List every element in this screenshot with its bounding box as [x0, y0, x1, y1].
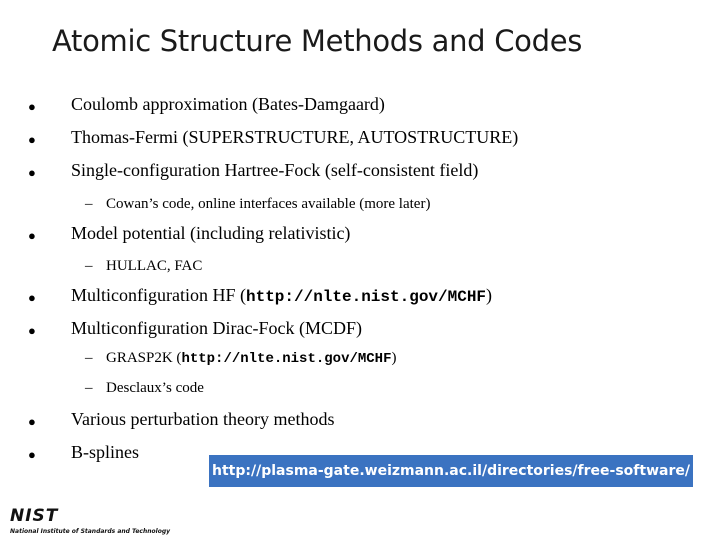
bullet-dot: ● — [28, 290, 36, 305]
url-text[interactable]: http://nlte.nist.gov/MCHF — [245, 288, 487, 306]
bullet-text-line — [71, 285, 492, 306]
dash-mark: – — [85, 258, 93, 274]
bullet-dot: ● — [28, 165, 36, 180]
sub-bullet-text: HULLAC, FAC — [106, 258, 203, 274]
software-link-box[interactable]: http://plasma-gate.weizmann.ac.il/directories/free-software/ — [209, 455, 693, 487]
bullet-text: Single-configuration Hartree-Fock (self-consistent field) — [71, 160, 479, 180]
sub-bullet-text: Cowan’s code, online interfaces available (more later) — [106, 196, 431, 212]
bullet-dot: ● — [28, 414, 36, 429]
bullet-text: Model potential (including relativistic) — [71, 223, 351, 243]
nist-logo — [8, 504, 183, 538]
bullet-dot: ● — [28, 228, 36, 243]
sub-bullet-text: Desclaux’s code — [106, 380, 204, 396]
bullet-dot: ● — [28, 132, 36, 147]
sub-bullet-text: GRASP2K ( — [106, 350, 182, 366]
bullet-text: Multiconfiguration HF ( — [71, 285, 246, 305]
bullet-text: Various perturbation theory methods — [71, 409, 335, 429]
bullet-text-suffix: ) — [486, 285, 493, 305]
slide-title: Atomic Structure Methods and Codes — [52, 24, 583, 58]
sub-bullet-text-line — [106, 350, 396, 367]
dash-mark: – — [85, 196, 93, 212]
dash-mark: – — [85, 380, 93, 396]
bullet-dot: ● — [28, 323, 36, 338]
nist-logo-lettering: NIST — [10, 506, 59, 526]
sub-bullet-text-suffix: ) — [391, 350, 397, 366]
bullet-text: Coulomb approximation (Bates-Damgaard) — [71, 94, 385, 114]
bullet-dot: ● — [28, 447, 36, 462]
bullet-text: Multiconfiguration Dirac-Fock (MCDF) — [71, 318, 362, 338]
bullet-text: B-splines — [71, 442, 140, 462]
bullet-dot: ● — [28, 99, 36, 114]
nist-logo-subtitle: National Institute of Standards and Technology — [10, 528, 171, 535]
dash-mark: – — [85, 350, 93, 366]
url-text[interactable]: http://nlte.nist.gov/MCHF — [181, 351, 392, 367]
bullet-text: Thomas-Fermi (SUPERSTRUCTURE, AUTOSTRUCTURE) — [71, 127, 519, 147]
